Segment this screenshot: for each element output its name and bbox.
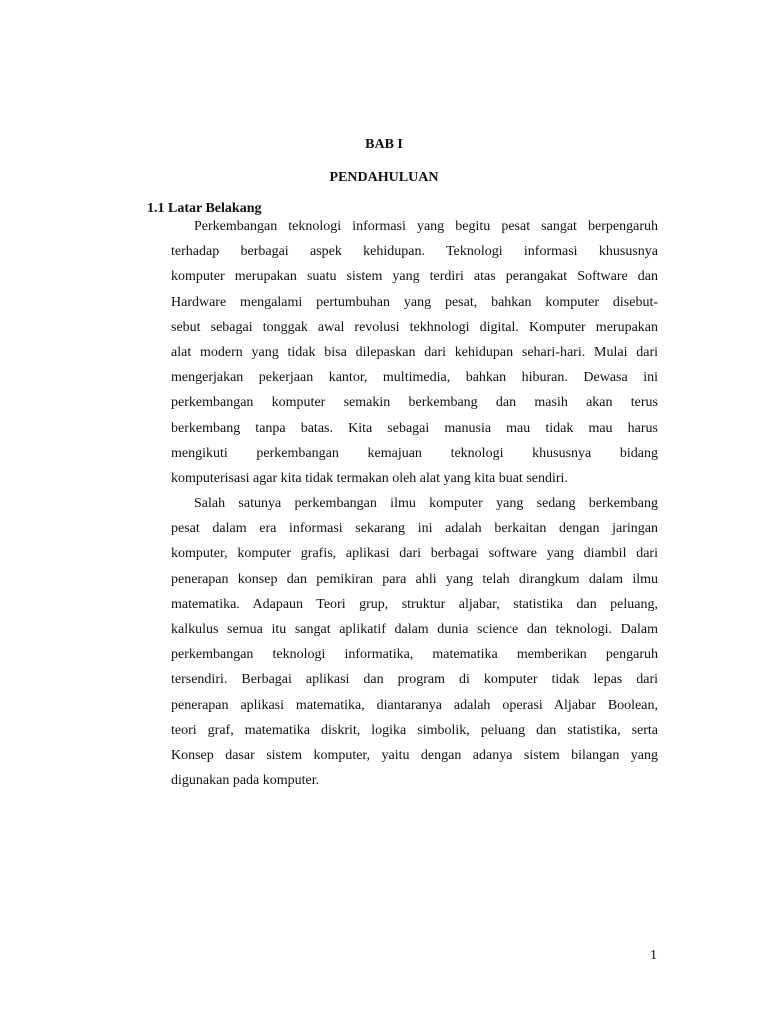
paragraph-line: penerapan aplikasi matematika, diantaranya adalah operasi Aljabar Boolean, bbox=[171, 697, 658, 713]
chapter-title: PENDAHULUAN bbox=[329, 170, 439, 185]
paragraph-line: Konsep dasar sistem komputer, yaitu dengan adanya sistem bilangan yang bbox=[171, 747, 658, 763]
paragraph-line: Perkembangan teknologi informasi yang begitu pesat sangat berpengaruh bbox=[194, 219, 658, 234]
paragraph-line: perkembangan komputer semakin berkembang dan masih akan terus bbox=[171, 395, 658, 411]
paragraph-2 bbox=[171, 495, 658, 797]
paragraph-line: sebut sebagai tonggak awal revolusi tekhnologi digital. Komputer merupakan bbox=[171, 319, 658, 335]
paragraph-line: alat modern yang tidak bisa dilepaskan dari kehidupan sehari-hari. Mulai dari bbox=[171, 344, 658, 360]
paragraph-line: pesat dalam era informasi sekarang ini adalah berkaitan dengan jaringan bbox=[171, 521, 658, 537]
page-number: 1 bbox=[650, 948, 657, 963]
paragraph-1 bbox=[171, 218, 658, 495]
paragraph-line: tersendiri. Berbagai aplikasi dan program di komputer tidak lepas dari bbox=[171, 672, 658, 688]
paragraph-line: perkembangan teknologi informatika, matematika memberikan pengaruh bbox=[171, 647, 658, 663]
paragraph-line: komputer, komputer grafis, aplikasi dari berbagai software yang diambil dari bbox=[171, 546, 658, 562]
paragraph-line: kalkulus semua itu sangat aplikatif dalam dunia science dan teknologi. Dalam bbox=[171, 621, 658, 637]
paragraph-line: mengikuti perkembangan kemajuan teknologi khususnya bidang bbox=[171, 445, 658, 461]
paragraph-line: komputerisasi agar kita tidak termakan oleh alat yang kita buat sendiri. bbox=[171, 470, 568, 486]
paragraph-line: penerapan konsep dan pemikiran para ahli yang telah dirangkum dalam ilmu bbox=[171, 571, 658, 587]
paragraph-line: terhadap berbagai aspek kehidupan. Teknologi informasi khususnya bbox=[171, 244, 658, 260]
paragraph-line: berkembang tanpa batas. Kita sebagai manusia mau tidak mau harus bbox=[171, 420, 658, 436]
paragraph-line: komputer merupakan suatu sistem yang terdiri atas perangakat Software dan bbox=[171, 269, 658, 285]
paragraph-line: mengerjakan pekerjaan kantor, multimedia, bahkan hiburan. Dewasa ini bbox=[171, 370, 658, 386]
section-heading: 1.1 Latar Belakang bbox=[147, 201, 262, 216]
chapter-number: BAB I bbox=[365, 137, 403, 152]
paragraph-line: Hardware mengalami pertumbuhan yang pesat, bahkan komputer disebut- bbox=[171, 294, 658, 310]
paragraph-line: matematika. Adapaun Teori grup, struktur aljabar, statistika dan peluang, bbox=[171, 596, 658, 612]
paragraph-line: teori graf, matematika diskrit, logika simbolik, peluang dan statistika, serta bbox=[171, 722, 658, 738]
paragraph-line: Salah satunya perkembangan ilmu komputer yang sedang berkembang bbox=[194, 496, 658, 511]
paragraph-line: digunakan pada komputer. bbox=[171, 773, 320, 789]
